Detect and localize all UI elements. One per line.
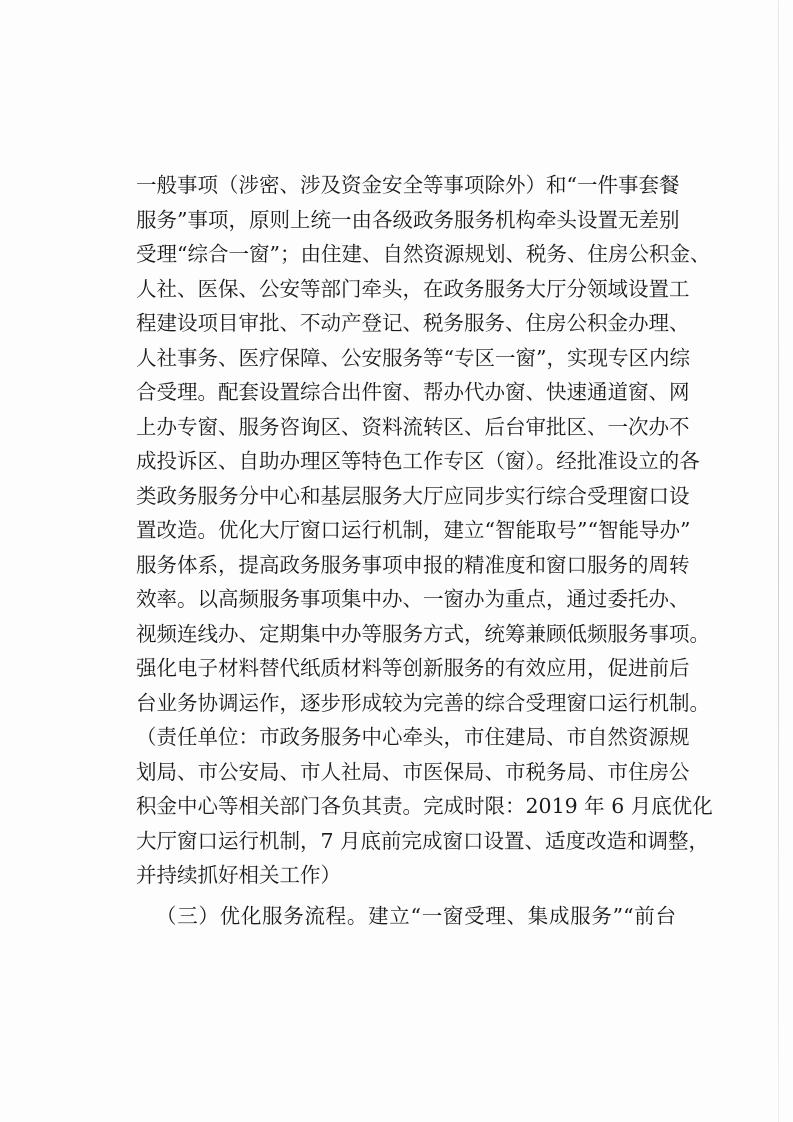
text-line: 服务”事项，原则上统一由各级政务服务机构牵头设置无差别 <box>136 207 680 232</box>
text-line: 人社、医保、公安等部门牵头，在政务服务大厅分领域设置工 <box>136 276 690 301</box>
text-line: （责任单位：市政务服务中心牵头，市住建局、市自然资源规 <box>136 725 690 749</box>
text-line: 人社事务、医疗保障、公安服务等“专区一窗”，实现专区内综 <box>136 345 690 370</box>
text-line: 划局、市公安局、市人社局、市医保局、市税务局、市住房公 <box>136 759 690 784</box>
text-line: 一般事项（涉密、涉及资金安全等事项除外）和“一件事套餐 <box>136 173 680 197</box>
text-line: 大厅窗口运行机制，7 月底前完成窗口设置、适度改造和调整， <box>136 828 710 853</box>
text-line: 并持续抓好相关工作） <box>136 863 341 887</box>
text-line: 强化电子材料替代纸质材料等创新服务的有效应用，促进前后 <box>136 656 690 680</box>
section-heading-line: （三）优化服务流程。建立“一窗受理、集成服务”“前台 <box>156 903 676 928</box>
text-line: 视频连线办、定期集中办等服务方式，统筹兼顾低频服务事项。 <box>136 621 710 646</box>
text-line: 合受理。配套设置综合出件窗、帮办代办窗、快速通道窗、网 <box>136 380 690 404</box>
text-line: 置改造。优化大厅窗口运行机制，建立“智能取号”“智能导办” <box>136 518 691 542</box>
text-line: 效率。以高频服务事项集中办、一窗办为重点，通过委托办、 <box>136 587 690 611</box>
scan-edge <box>778 0 779 1122</box>
text-line: 成投诉区、自助办理区等特色工作专区（窗）。经批准设立的各 <box>136 449 700 473</box>
text-line: 类政务服务分中心和基层服务大厅应同步实行综合受理窗口设 <box>136 483 690 508</box>
text-line: 服务体系，提高政务服务事项申报的精准度和窗口服务的周转 <box>136 552 690 577</box>
paragraph-1 <box>136 168 713 893</box>
document-body <box>136 168 713 933</box>
text-line: 上办专窗、服务咨询区、资料流转区、后台审批区、一次办不 <box>136 414 690 439</box>
text-line: 台业务协调运作，逐步形成较为完善的综合受理窗口运行机制。 <box>136 690 710 715</box>
text-line: 积金中心等相关部门各负其责。完成时限：2019 年 6 月底优化 <box>136 794 713 818</box>
text-line: 程建设项目审批、不动产登记、税务服务、住房公积金办理、 <box>136 311 690 335</box>
paragraph-2 <box>136 899 676 934</box>
text-line: 受理“综合一窗”；由住建、自然资源规划、税务、住房公积金、 <box>136 242 711 266</box>
